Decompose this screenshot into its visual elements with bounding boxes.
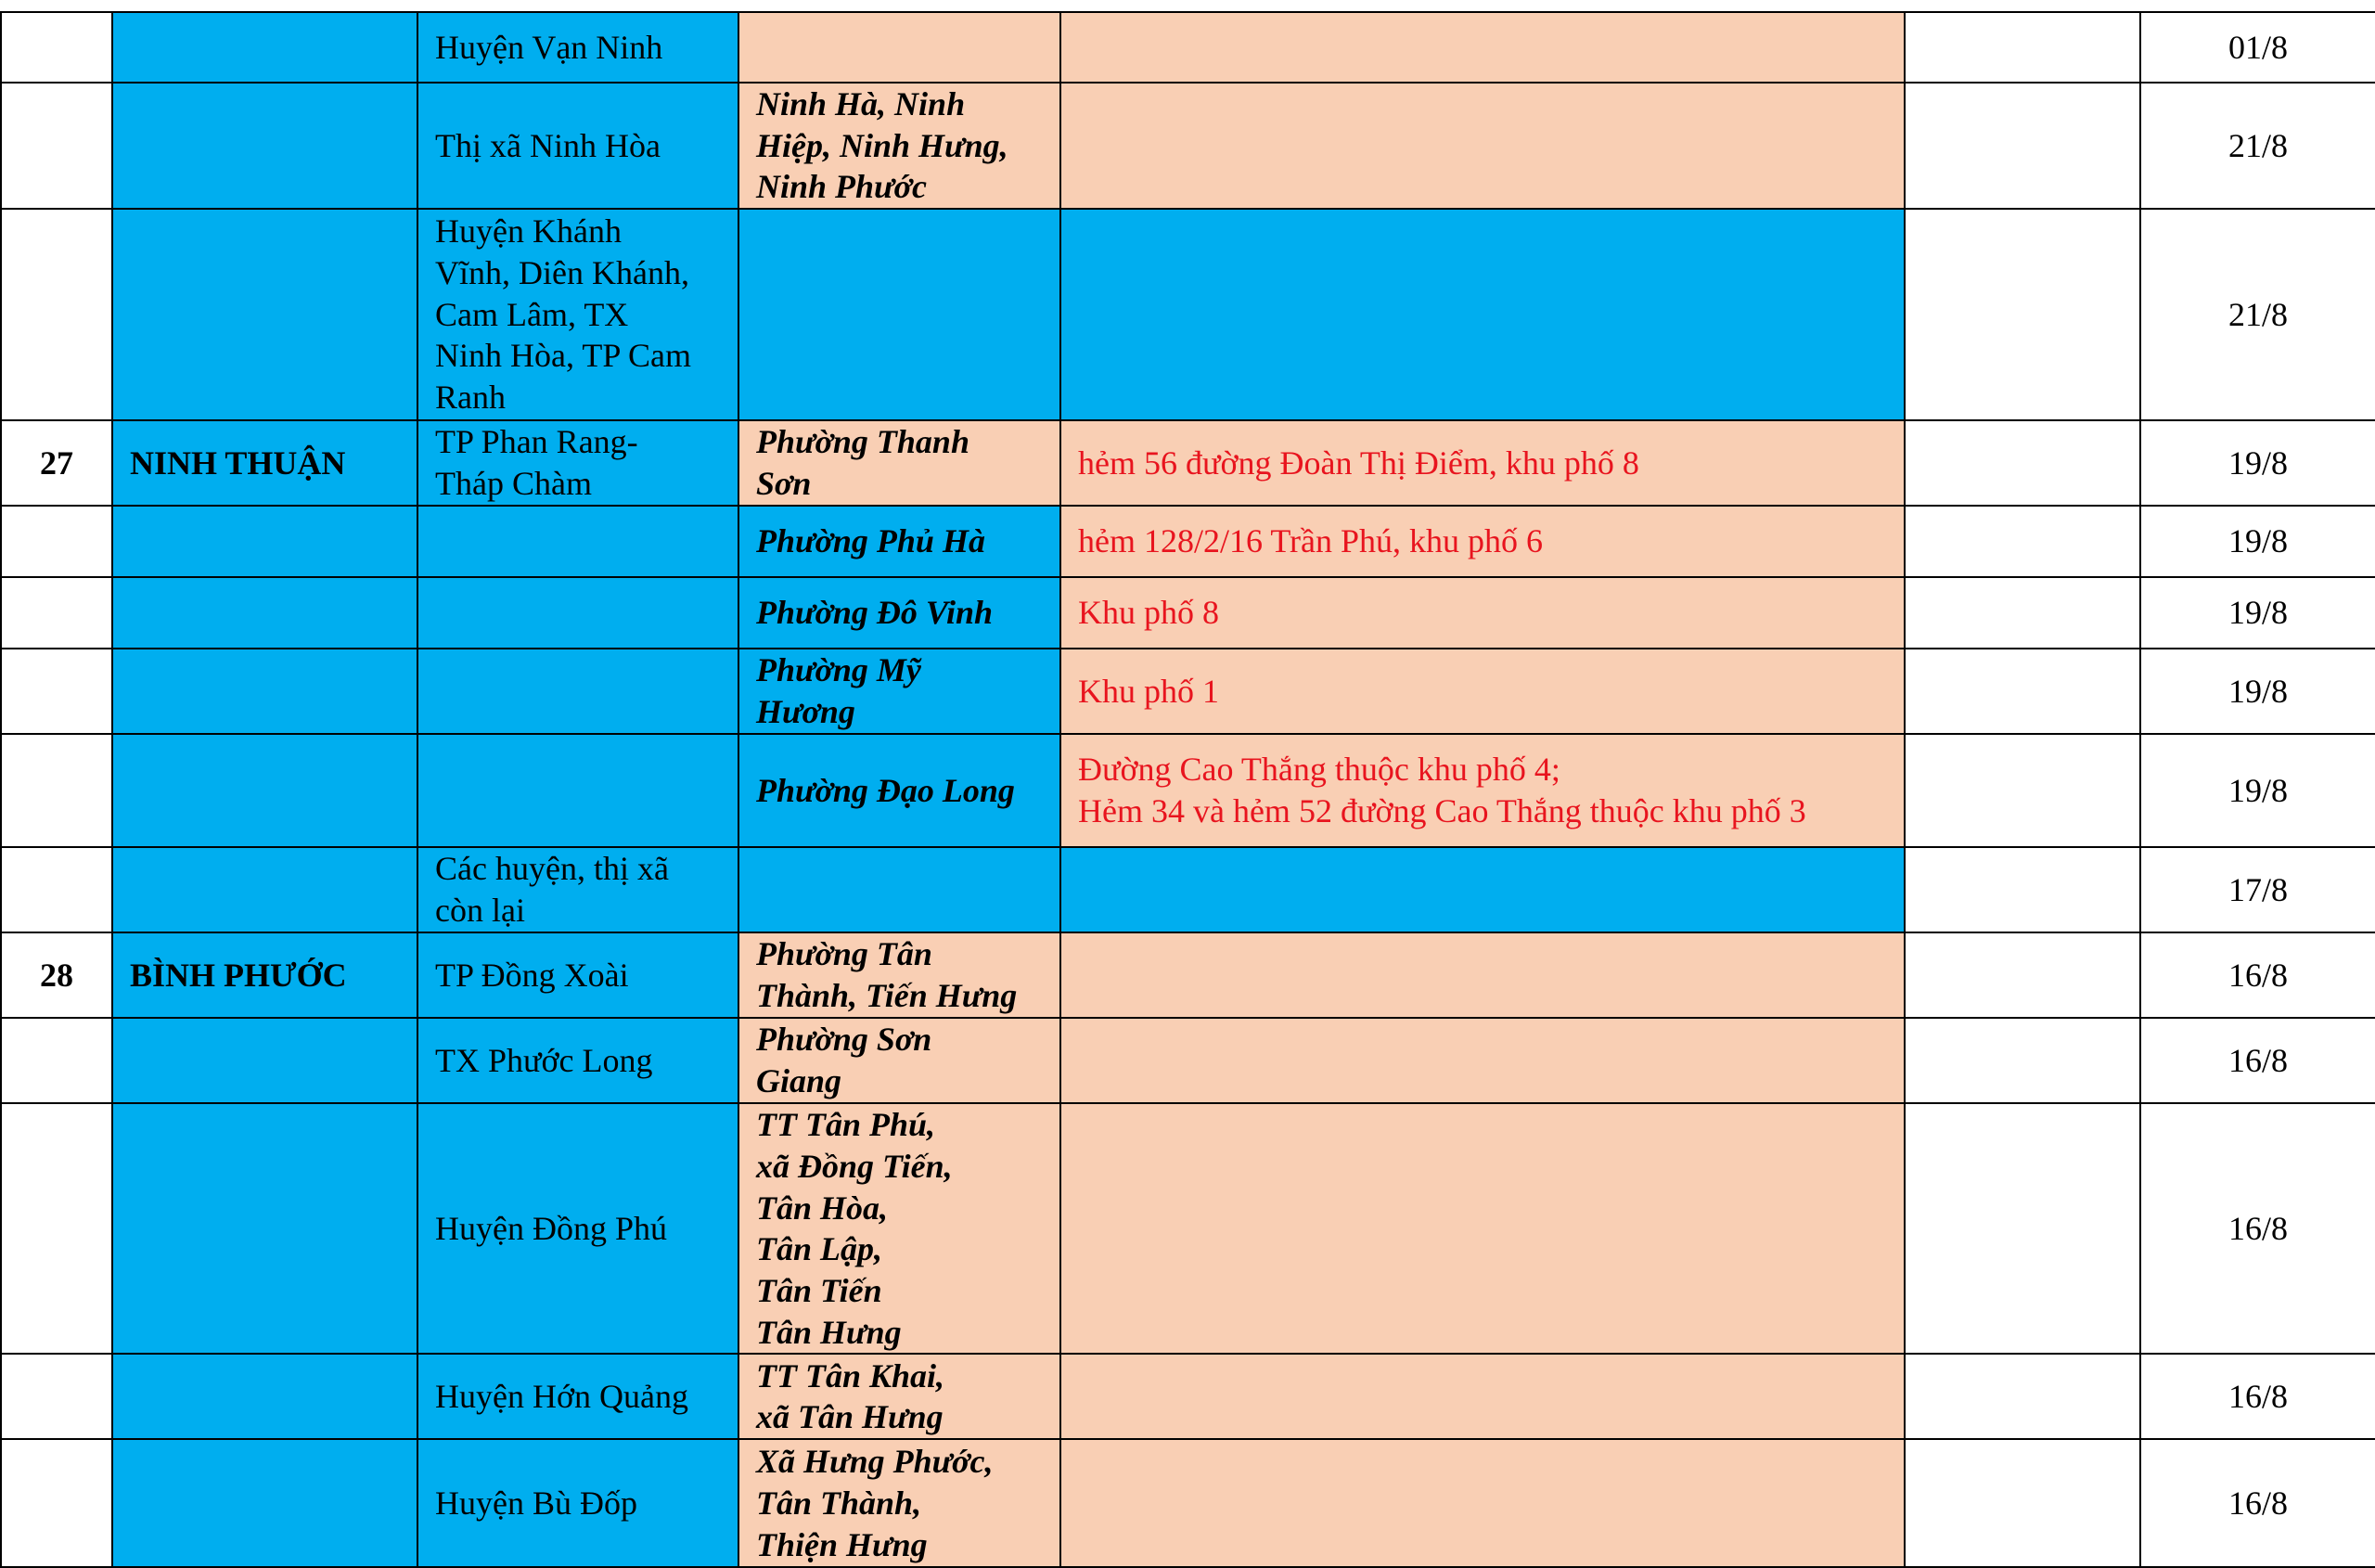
table-row xyxy=(1,209,2375,420)
address-cell: Khu phố 8 xyxy=(1060,577,1905,649)
date-cell: 16/8 xyxy=(2140,932,2375,1018)
date-cell: 19/8 xyxy=(2140,506,2375,577)
ward-cell: Phường Phủ Hà xyxy=(738,506,1060,577)
province-cell: NINH THUẬN xyxy=(112,420,417,506)
province-cell xyxy=(112,209,417,420)
ward-cell: Phường Tân Thành, Tiến Hưng xyxy=(738,932,1060,1018)
address-cell xyxy=(1060,12,1905,83)
ward-cell xyxy=(738,847,1060,932)
table-row xyxy=(1,83,2375,209)
table-row xyxy=(1,12,2375,83)
date-cell: 17/8 xyxy=(2140,847,2375,932)
date-cell: 16/8 xyxy=(2140,1439,2375,1567)
table-row xyxy=(1,1018,2375,1103)
table-row xyxy=(1,506,2375,577)
note-cell xyxy=(1905,847,2140,932)
table-row xyxy=(1,1439,2375,1567)
province-cell: BÌNH PHƯỚC xyxy=(112,932,417,1018)
district-cell xyxy=(417,734,738,847)
district-cell: Huyện Hớn Quảng xyxy=(417,1354,738,1439)
note-cell xyxy=(1905,1103,2140,1354)
date-cell: 21/8 xyxy=(2140,209,2375,420)
address-cell xyxy=(1060,1354,1905,1439)
table-row xyxy=(1,932,2375,1018)
date-cell: 16/8 xyxy=(2140,1103,2375,1354)
table-row xyxy=(1,649,2375,734)
note-cell xyxy=(1905,83,2140,209)
district-cell xyxy=(417,506,738,577)
note-cell xyxy=(1905,734,2140,847)
district-cell: TX Phước Long xyxy=(417,1018,738,1103)
province-cell xyxy=(112,577,417,649)
table-row xyxy=(1,734,2375,847)
stt-cell xyxy=(1,734,112,847)
district-cell xyxy=(417,649,738,734)
note-cell xyxy=(1905,932,2140,1018)
table-row xyxy=(1,847,2375,932)
address-cell xyxy=(1060,83,1905,209)
district-cell: Huyện Vạn Ninh xyxy=(417,12,738,83)
district-cell: Huyện Khánh Vĩnh, Diên Khánh, Cam Lâm, TX Ninh Hòa, TP Cam Ranh xyxy=(417,209,738,420)
ward-cell: Xã Hưng Phước, Tân Thành, Thiện Hưng xyxy=(738,1439,1060,1567)
stt-cell xyxy=(1,506,112,577)
province-cell xyxy=(112,649,417,734)
note-cell xyxy=(1905,1018,2140,1103)
district-cell: TP Đồng Xoài xyxy=(417,932,738,1018)
ward-cell xyxy=(738,12,1060,83)
stt-cell: 27 xyxy=(1,420,112,506)
province-cell xyxy=(112,1103,417,1354)
province-cell xyxy=(112,12,417,83)
date-cell: 16/8 xyxy=(2140,1018,2375,1103)
ward-cell: Phường Đạo Long xyxy=(738,734,1060,847)
stt-cell xyxy=(1,83,112,209)
date-cell: 19/8 xyxy=(2140,734,2375,847)
province-cell xyxy=(112,847,417,932)
date-cell: 19/8 xyxy=(2140,649,2375,734)
district-cell xyxy=(417,577,738,649)
address-cell xyxy=(1060,1439,1905,1567)
stt-cell xyxy=(1,1354,112,1439)
ward-cell: Phường Đô Vinh xyxy=(738,577,1060,649)
address-cell xyxy=(1060,932,1905,1018)
stt-cell xyxy=(1,1103,112,1354)
province-cell xyxy=(112,1018,417,1103)
address-cell xyxy=(1060,1018,1905,1103)
stt-cell xyxy=(1,12,112,83)
table-body xyxy=(1,12,2375,1567)
province-cell xyxy=(112,1354,417,1439)
note-cell xyxy=(1905,1354,2140,1439)
district-cell: TP Phan Rang- Tháp Chàm xyxy=(417,420,738,506)
date-cell: 21/8 xyxy=(2140,83,2375,209)
schedule-table xyxy=(0,11,2375,1568)
address-cell xyxy=(1060,847,1905,932)
province-cell xyxy=(112,734,417,847)
address-cell: Đường Cao Thắng thuộc khu phố 4; Hẻm 34 và hẻm 52 đường Cao Thắng thuộc khu phố 3 xyxy=(1060,734,1905,847)
ward-cell: Ninh Hà, Ninh Hiệp, Ninh Hưng, Ninh Phước xyxy=(738,83,1060,209)
ward-cell: Phường Mỹ Hương xyxy=(738,649,1060,734)
ward-cell: TT Tân Phú, xã Đồng Tiến, Tân Hòa, Tân Lập, Tân Tiến Tân Hưng xyxy=(738,1103,1060,1354)
ward-cell: TT Tân Khai, xã Tân Hưng xyxy=(738,1354,1060,1439)
note-cell xyxy=(1905,1439,2140,1567)
district-cell: Huyện Bù Đốp xyxy=(417,1439,738,1567)
note-cell xyxy=(1905,420,2140,506)
table-row xyxy=(1,1354,2375,1439)
stt-cell xyxy=(1,209,112,420)
province-cell xyxy=(112,1439,417,1567)
stt-cell xyxy=(1,1018,112,1103)
district-cell: Thị xã Ninh Hòa xyxy=(417,83,738,209)
stt-cell xyxy=(1,1439,112,1567)
ward-cell xyxy=(738,209,1060,420)
district-cell: Các huyện, thị xã còn lại xyxy=(417,847,738,932)
date-cell: 19/8 xyxy=(2140,577,2375,649)
note-cell xyxy=(1905,649,2140,734)
ward-cell: Phường Thanh Sơn xyxy=(738,420,1060,506)
table-row xyxy=(1,1103,2375,1354)
stt-cell: 28 xyxy=(1,932,112,1018)
address-cell: Khu phố 1 xyxy=(1060,649,1905,734)
note-cell xyxy=(1905,577,2140,649)
district-cell: Huyện Đồng Phú xyxy=(417,1103,738,1354)
ward-cell: Phường Sơn Giang xyxy=(738,1018,1060,1103)
date-cell: 19/8 xyxy=(2140,420,2375,506)
province-cell xyxy=(112,506,417,577)
province-cell xyxy=(112,83,417,209)
stt-cell xyxy=(1,649,112,734)
address-cell: hẻm 128/2/16 Trần Phú, khu phố 6 xyxy=(1060,506,1905,577)
date-cell: 16/8 xyxy=(2140,1354,2375,1439)
note-cell xyxy=(1905,506,2140,577)
stt-cell xyxy=(1,847,112,932)
address-cell xyxy=(1060,209,1905,420)
stt-cell xyxy=(1,577,112,649)
table-row xyxy=(1,420,2375,506)
table-row xyxy=(1,577,2375,649)
note-cell xyxy=(1905,12,2140,83)
note-cell xyxy=(1905,209,2140,420)
date-cell: 01/8 xyxy=(2140,12,2375,83)
address-cell: hẻm 56 đường Đoàn Thị Điểm, khu phố 8 xyxy=(1060,420,1905,506)
address-cell xyxy=(1060,1103,1905,1354)
